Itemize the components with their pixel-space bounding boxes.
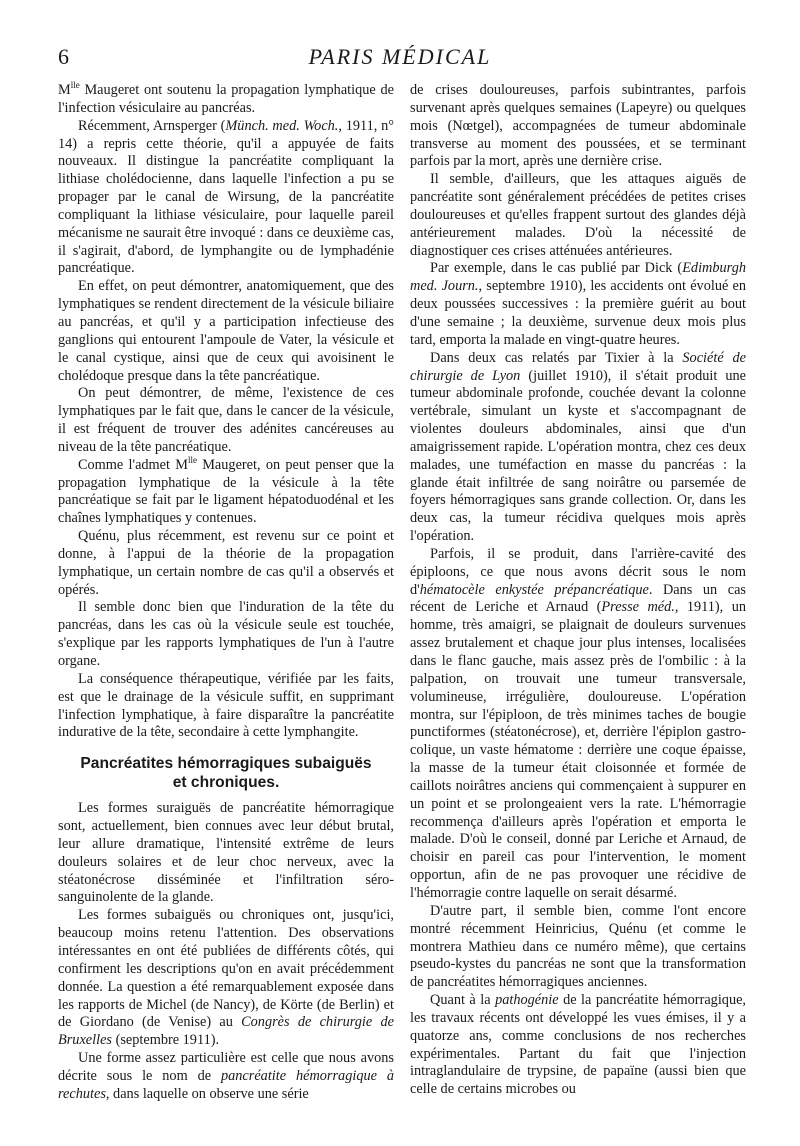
- right-column: [410, 82, 746, 1099]
- paragraph: Il semble, d'ailleurs, que les attaques aiguës de pancréatite sont généralement précédées de petites crises douloureuses et qu'elles frappent surtout des glandes déjà antérieurement malades. D'où la nécessité de diagnostiquer ces crises atténuées antérieures.: [410, 171, 746, 259]
- paragraph: Les formes suraiguës de pancréatite hémorragique sont, actuellement, bien connues avec leur début brutal, leur allure dramatique, l'intensité extrême de leurs douleurs solaires et de leur choc nerveux, avec la stéatonécrose disséminée et l'infiltration séro-sanguinolente de la glande.: [58, 800, 394, 906]
- paragraph: La conséquence thérapeutique, vérifiée par les faits, est que le drainage de la vésicule suffit, en supprimant l'infection lymphatique, à faire disparaître la pancréatite indurative de la tête, secondaire à cette lymphangite.: [58, 670, 394, 741]
- paragraph: On peut démontrer, de même, l'existence de ces lymphatiques par le fait que, dans le cancer de la vésicule, il est fréquent de trouver des adénites cancéreuses au niveau de la tête pancréatique.: [58, 385, 394, 455]
- paragraph: Comme l'admet $M^{lle}$ Maugeret, on peut penser que la propagation lymphatique de la vésicule à la tête pancréatique se fait par le ligament hépatoduodénal et les chaînes lymphatiques y contenues.: [58, 454, 394, 527]
- paragraph: de crises douloureuses, parfois subintrantes, parfois survenant après quelques semaines (Lapeyre) ou quelques mois (Nœtgel), accompagnées de tumeur abdominale transverse au moment des poussées, et se terminant parfois par la mort, après une dernière crise.: [410, 82, 746, 170]
- paragraph: Dans deux cas relatés par Tixier à la Société de chirurgie de Lyon (juillet 1910), il s'était produit une tumeur abdominale profonde, couchée devant la colonne vertébrale, simulant un kyste et s'accompagnant de violentes douleurs abdominales, ainsi que d'un amaigrissement rapide. L'opération montra, chez ces deux malades, une tuméfaction en masse du pancréas : la glande était infiltrée de sang noirâtre ou parsemée de foyers hémorragiques sans grande collection. Or, dans les deux cas, la tumeur récidiva quelques mois après l'opération.: [410, 349, 746, 545]
- page-number: 6: [58, 44, 69, 69]
- paragraph: Quant à la pathogénie de la pancréatite hémorragique, les travaux récents ont développé les vues émises, il y a quatorze ans, comme conclusions de nos recherches expérimentales. Partant du fait que l'injection intraglandulaire de trypsine, de papaïne (aussi bien que celle de certains microbes ou: [410, 992, 747, 1098]
- left-column: [58, 82, 394, 1104]
- paragraph: Par exemple, dans le cas publié par Dick (Edimburgh med. Journ., septembre 1910), les accidents ont évolué en deux poussées successives : la première guérit au bout d'une semaine ; la deuxième, survenue deux mois plus tard, emporta la malade en vingt-quatre heures.: [410, 260, 746, 348]
- paragraph: $M^{lle}$ Maugeret ont soutenu la propagation lymphatique de l'infection vésiculaire au pancréas.: [58, 80, 394, 116]
- paragraph: Une forme assez particulière est celle que nous avons décrite sous le nom de pancréatite hémorragique à rechutes, dans laquelle on observe une série: [58, 1050, 394, 1102]
- paragraph: D'autre part, il semble bien, comme l'ont encore montré récemment Heinricius, Quénu (et comme le montrera Mathieu dans ce numéro même), que certains pseudo-kystes du pancréas ne sont que la transformation de pancréatites hémorragiques anciennes.: [410, 902, 746, 991]
- paragraph: Parfois, il se produit, dans l'arrière-cavité des épiploons, ce que nous avons décrit sous le nom d'hématocèle enkystée prépancréatique. Dans un cas récent de Leriche et Arnaud (Presse méd., 1911), un homme, très amaigri, se plaignait de douleurs survenues assez brutalement et chaque jour plus intenses, localisées dans le flanc gauche, mais assez près de l'ombilic : à la palpation, on trouvait une tumeur transversale, volumineuse, irrégulière, douloureuse. L'opération montra, sur l'épiploon, de très minimes taches de bougie punctiformes (stéatonécrose), et, derrière l'épiplon gastro-colique, un vaste hématome : derrière une coque épaisse, la masse de la tumeur était cloisonnée et formée de caillots noirâtres anciens qui commençaient à suppurer en un point et se prolongeaient vers la rate. L'hémorragie recommença d'ailleurs après l'opération et emporta le malade. D'où le conseil, donné par Leriche et Arnaud, de choisir en pareil cas pour l'intervention, le moment opportun, afin de ne pas provoquer une récidive de l'hémorragie contre laquelle on serait désarmé.: [410, 545, 747, 901]
- paragraph: Il semble donc bien que l'induration de la tête du pancréas, dans les cas où la vésicule seule est touchée, s'explique par les rapports lymphatiques de l'un à l'autre organe.: [58, 599, 394, 669]
- paragraph: En effet, on peut démontrer, anatomiquement, que des lymphatiques se rendent directement de la vésicule biliaire au pancréas, et qu'il y a participation infectieuse des ganglions qui entourent l'ampoule de Vater, la vésicule et le canal cystique, ainsi que de ceux qui avoisinent le cholédoque presque dans la tête pancréatique.: [58, 278, 394, 384]
- paragraph: Les formes subaiguës ou chroniques ont, jusqu'ici, beaucoup moins retenu l'attention. Des observations intéressantes en ont été publiées de différents côtés, qui confirment les descriptions qu'on en avait précédemment donnée. La question a été remarquablement exposée dans les rapports de Michel (de Nancy), de Körte (de Berlin) et de Giordano (de Venise) au Congrès de chirurgie de Bruxelles (septembre 1911).: [58, 907, 395, 1049]
- page-header: [54, 44, 746, 74]
- paragraph: Récemment, Arnsperger (Münch. med. Woch., 1911, n° 14) a repris cette théorie, qu'il a appuyée de faits nouveaux. Il distingue la pancréatite compliquant la lithiase cholédocienne, dans laquelle l'infection a pu se propager par le canal de Wirsung, de la pancréatite compliquant la lithiase vésiculaire, pour laquelle pareil mécanisme ne saurait être invoqué : dans ce deuxième cas, il s'agirait, d'abord, de lymphangite ou de lymphadénie pancréatique.: [58, 117, 394, 277]
- section-heading: Pancréatites hémorragiques subaiguës et chroniques.: [80, 755, 372, 792]
- running-title: PARIS MÉDICAL: [308, 44, 492, 69]
- paragraph: Quénu, plus récemment, est revenu sur ce point et donne, à l'appui de la théorie de la propagation lymphatique, un certain nombre de cas qu'il a observés et opérés.: [58, 528, 394, 598]
